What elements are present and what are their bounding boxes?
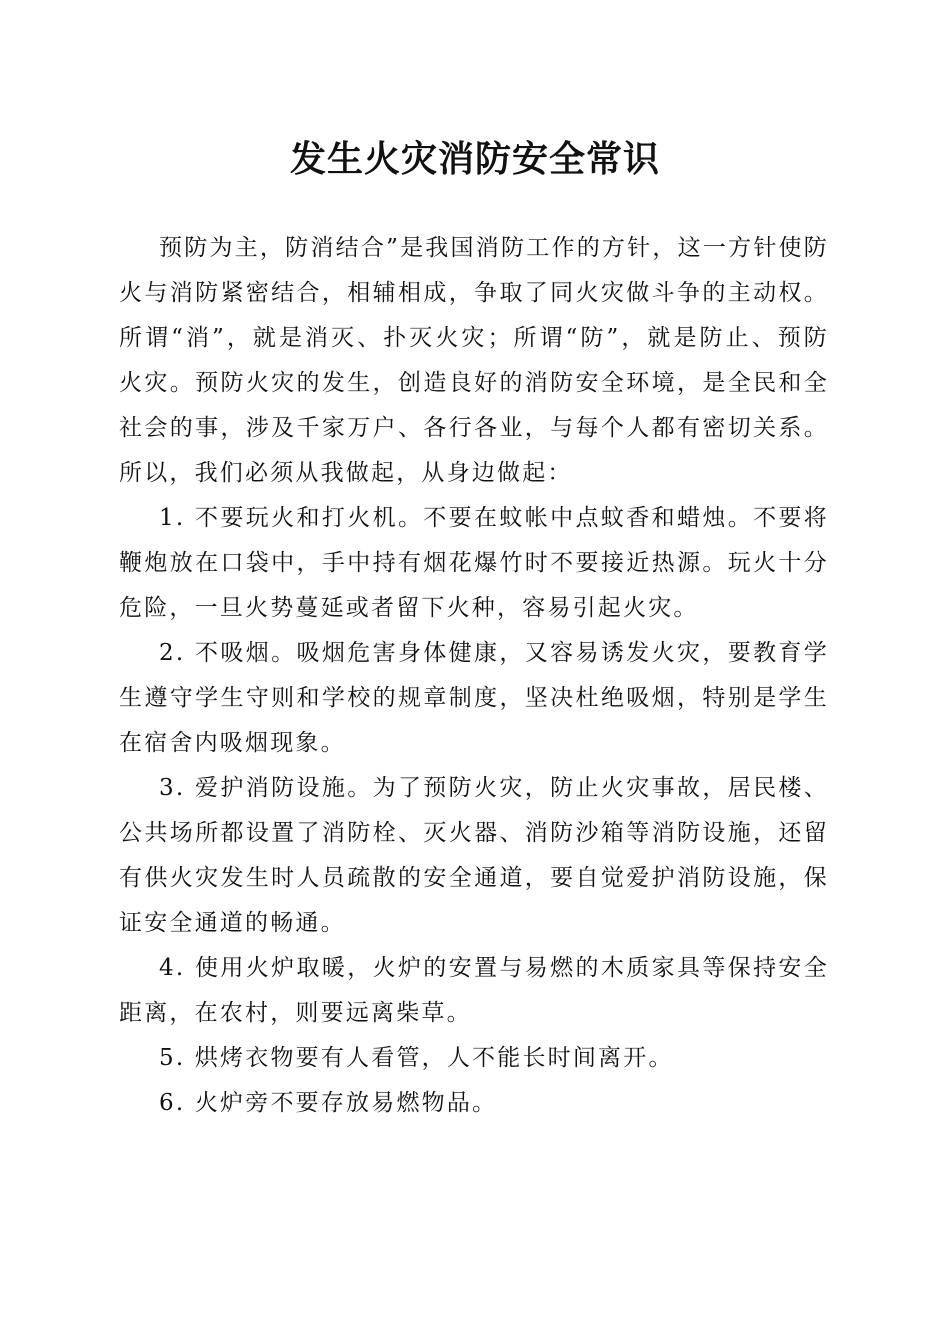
list-item: 6. 火炉旁不要存放易燃物品。	[159, 1090, 498, 1116]
document-title: 发生火灾消防安全常识	[289, 138, 660, 180]
list-item: 5. 烘烤衣物要有人看管，人不能长时间离开。	[159, 1045, 674, 1071]
list-item: 4. 使用火炉取暖，火炉的安置与易燃的木质家具等保持安全距离，在农村，则要远离柴草。	[119, 955, 829, 1026]
list-item: 2. 不吸烟。吸烟危害身体健康，又容易诱发火灾，要教育学生遵守学生守则和学校的规章制度，坚决杜绝吸烟，特别是学生在宿舍内吸烟现象。	[119, 640, 829, 756]
list-item: 1. 不要玩火和打火机。不要在蚊帐中点蚊香和蜡烛。不要将鞭炮放在口袋中，手中持有烟花爆竹时不要接近热源。玩火十分危险，一旦火势蔓延或者留下火种，容易引起火灾。	[119, 505, 829, 621]
intro-paragraph: 预防为主，防消结合”是我国消防工作的方针，这一方针使防火与消防紧密结合，相辅相成，争取了同火灾做斗争的主动权。所谓“消”，就是消灭、扑灭火灾；所谓“防”，就是防止、预防火灾。预防火灾的发生，创造良好的消防安全环境，是全民和全社会的事，涉及千家万户、各行各业，与每个人都有密切关系。所以，我们必须从我做起，从身边做起：	[119, 235, 829, 486]
document-body	[119, 226, 829, 1126]
list-item: 3. 爱护消防设施。为了预防火灾，防止火灾事故，居民楼、公共场所都设置了消防栓、灭火器、消防沙箱等消防设施，还留有供火灾发生时人员疏散的安全通道，要自觉爱护消防设施，保证安全通道的畅通。	[119, 775, 829, 936]
